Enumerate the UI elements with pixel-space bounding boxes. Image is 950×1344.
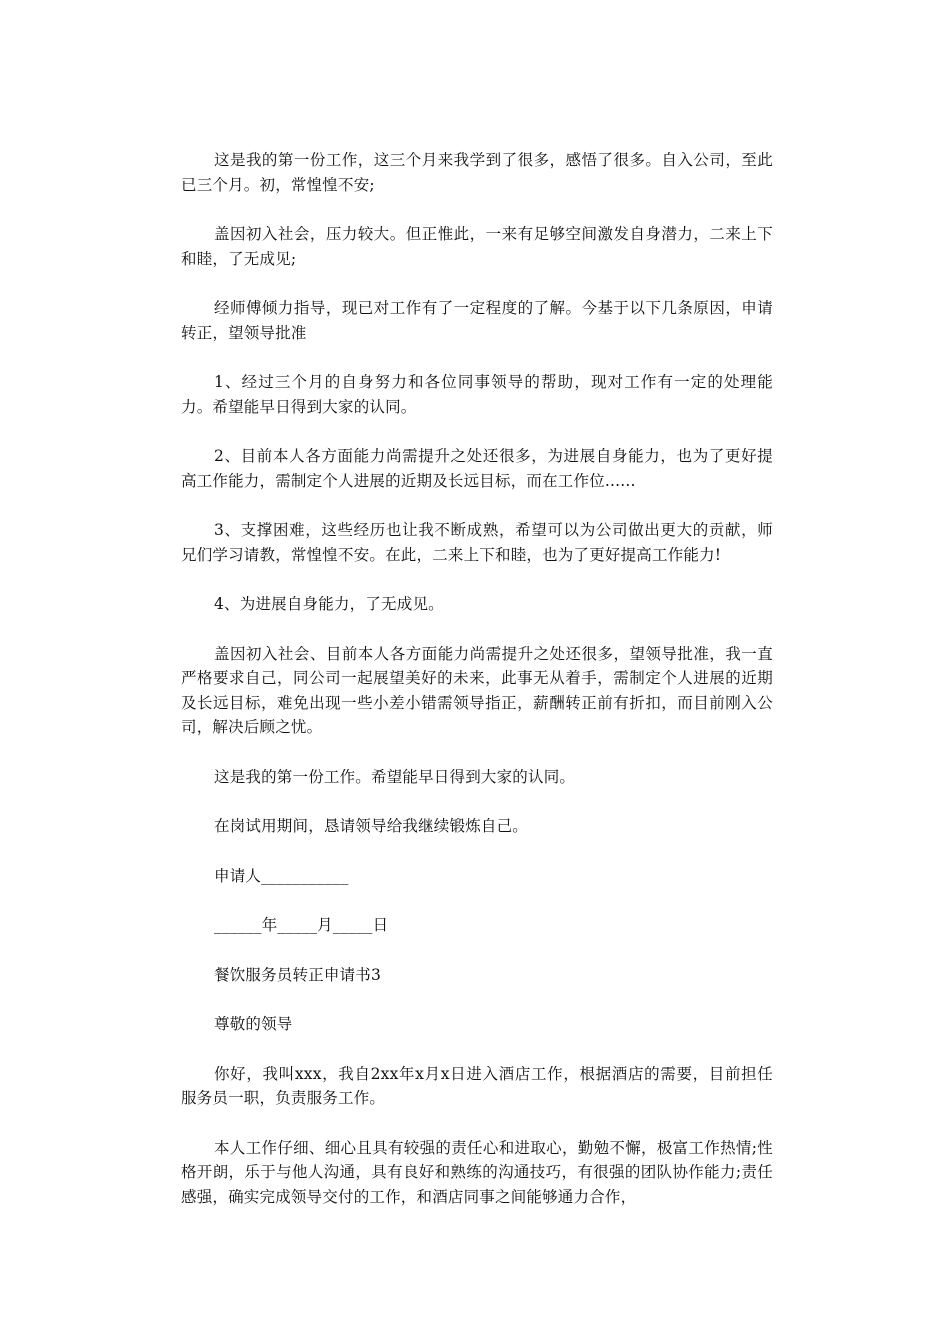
paragraph-intro: 这是我的第一份工作，这三个月来我学到了很多，感悟了很多。自入公司，至此已三个月。初，常惶惶不安; — [181, 151, 773, 194]
paragraph-greeting: 你好，我叫xxx，我自2xx年x月x日进入酒店工作，根据酒店的需要，目前担任服务员一职，负责服务工作。 — [181, 1064, 773, 1107]
paragraph-request: 在岗试用期间，恳请领导给我继续锻炼自己。 — [214, 817, 529, 835]
section-title: 餐饮服务员转正申请书3 — [214, 965, 382, 984]
paragraph-summary: 盖因初入社会、目前本人各方面能力尚需提升之处还很多，望领导批准，我一直严格要求自己，同公司一起展望美好的未来，此事无从着手，需制定个人进展的近期及长远目标，难免出现一些小差小错需领导指正，薪酬转正前有折扣，而目前刚入公司，解决后顾之忧。 — [181, 644, 773, 736]
applicant-signature-line: 申请人___________ — [214, 866, 349, 885]
document-body — [181, 148, 773, 1234]
paragraph-guidance: 经师傅倾力指导，现已对工作有了一定程度的了解。今基于以下几条原因，申请转正，望领导批准 — [181, 299, 773, 342]
salutation: 尊敬的领导 — [214, 1015, 293, 1033]
paragraph-reason-4: 4、为进展自身能力，了无成见。 — [214, 595, 444, 613]
paragraph-reason-3: 3、支撑困难，这些经历也让我不断成熟，希望可以为公司做出更大的贡献，师兄们学习请教，常惶惶不安。在此，二来上下和睦，也为了更好提高工作能力! — [181, 521, 773, 564]
date-line: ______年_____月_____日 — [214, 916, 389, 934]
paragraph-self-evaluation: 本人工作仔细、细心且具有较强的责任心和进取心，勤勉不懈，极富工作热情;性格开朗，乐于与他人沟通，具有良好和熟练的沟通技巧，有很强的团队协作能力;责任感强，确实完成领导交付的工作，和酒店同事之间能够通力合作， — [181, 1138, 773, 1206]
paragraph-pressure: 盖因初入社会，压力较大。但正惟此，一来有足够空间激发自身潜力，二来上下和睦，了无成见; — [181, 225, 773, 268]
paragraph-reason-1: 1、经过三个月的自身努力和各位同事领导的帮助，现对工作有一定的处理能力。希望能早日得到大家的认同。 — [181, 373, 773, 416]
paragraph-reason-2: 2、目前本人各方面能力尚需提升之处还很多，为进展自身能力，也为了更好提高工作能力，需制定个人进展的近期及长远目标，而在工作位...... — [181, 447, 773, 490]
paragraph-first-job: 这是我的第一份工作。希望能早日得到大家的认同。 — [214, 767, 576, 786]
